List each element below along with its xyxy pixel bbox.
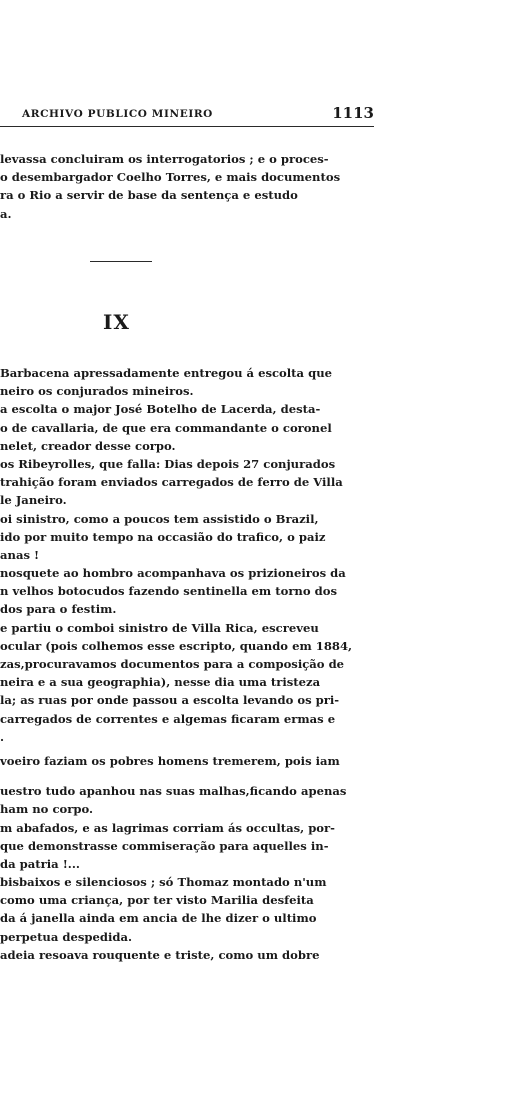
running-header <box>22 104 374 124</box>
text-line: n velhos botocudos fazendo sentinella em torno dos <box>0 584 337 599</box>
text-line: neiro os conjurados mineiros. <box>0 384 194 399</box>
text-line: que demonstrasse commiseração para aquelles in- <box>0 838 329 853</box>
text-line: . <box>0 729 5 744</box>
top-paragraph <box>0 150 380 223</box>
text-line: zas,procuravamos documentos para a composição de <box>0 657 345 671</box>
text-line: carregados de correntes e algemas ficaram ermas e <box>0 711 336 726</box>
text-line: perpetua despedida. <box>0 929 133 944</box>
text-line: dos para o festim. <box>0 602 117 617</box>
text-line: os Ribeyrolles, que falla: Dias depois 27 conjurados <box>0 456 336 471</box>
text-line: o desembargador Coelho Torres, e mais documentos <box>0 170 341 185</box>
text-line: e partiu o comboi sinistro de Villa Rica, escreveu <box>0 620 319 635</box>
text-line: ham no corpo. <box>0 802 94 817</box>
text-line: a. <box>0 206 12 221</box>
text-line: a escolta o major José Botelho de Lacerda, desta- <box>0 402 321 417</box>
text-line: nelet, creador desse corpo. <box>0 438 176 453</box>
text-line: ra o Rio a servir de base da sentença e estudo <box>0 188 298 203</box>
text-line: uestro tudo apanhou nas suas malhas,ficando apenas <box>0 784 347 799</box>
text-line: levassa concluiram os interrogatorios ; e o proces- <box>0 152 329 166</box>
text-line: da á janella ainda em ancia de lhe dizer o ultimo <box>0 911 317 926</box>
text-line: Barbacena apressadamente entregou á escolta que <box>0 366 332 380</box>
text-line: oi sinistro, como a poucos tem assistido o Brazil, <box>0 511 319 526</box>
text-line: trahição foram enviados carregados de ferro de Villa <box>0 475 343 490</box>
text-line: anas ! <box>0 547 40 562</box>
page-number: 1113 <box>332 104 374 122</box>
text-line: bisbaixos e silenciosos ; só Thomaz montado n'um <box>0 875 327 890</box>
text-line: m abafados, e as lagrimas corriam ás occultas, por- <box>0 820 335 835</box>
text-line: o de cavallaria, de que era commandante o coronel <box>0 420 332 435</box>
text-line: ocular (pois colhemos esse escripto, quando em 1884, <box>0 638 353 653</box>
main-text <box>0 364 380 964</box>
running-header-title: ARCHIVO PUBLICO MINEIRO <box>22 108 213 120</box>
text-line: le Janeiro. <box>0 493 67 508</box>
header-rule <box>0 126 374 127</box>
text-line: la; as ruas por onde passou a escolta levando os pri- <box>0 693 340 708</box>
text-line: neira e a sua geographia), nesse dia uma tristeza <box>0 675 321 690</box>
text-line: nosquete ao hombro acompanhava os prizioneiros da <box>0 566 346 581</box>
section-number: IX <box>103 310 130 334</box>
section-separator <box>90 261 152 262</box>
text-line: voeiro faziam os pobres homens tremerem, pois iam <box>0 753 340 768</box>
text-line: adeia resoava rouquente e triste, como um dobre <box>0 947 320 962</box>
text-line: da patria !... <box>0 856 80 871</box>
text-line: como uma criança, por ter visto Marilia desfeita <box>0 893 314 908</box>
text-line: ido por muito tempo na occasião do trafico, o paiz <box>0 529 326 544</box>
